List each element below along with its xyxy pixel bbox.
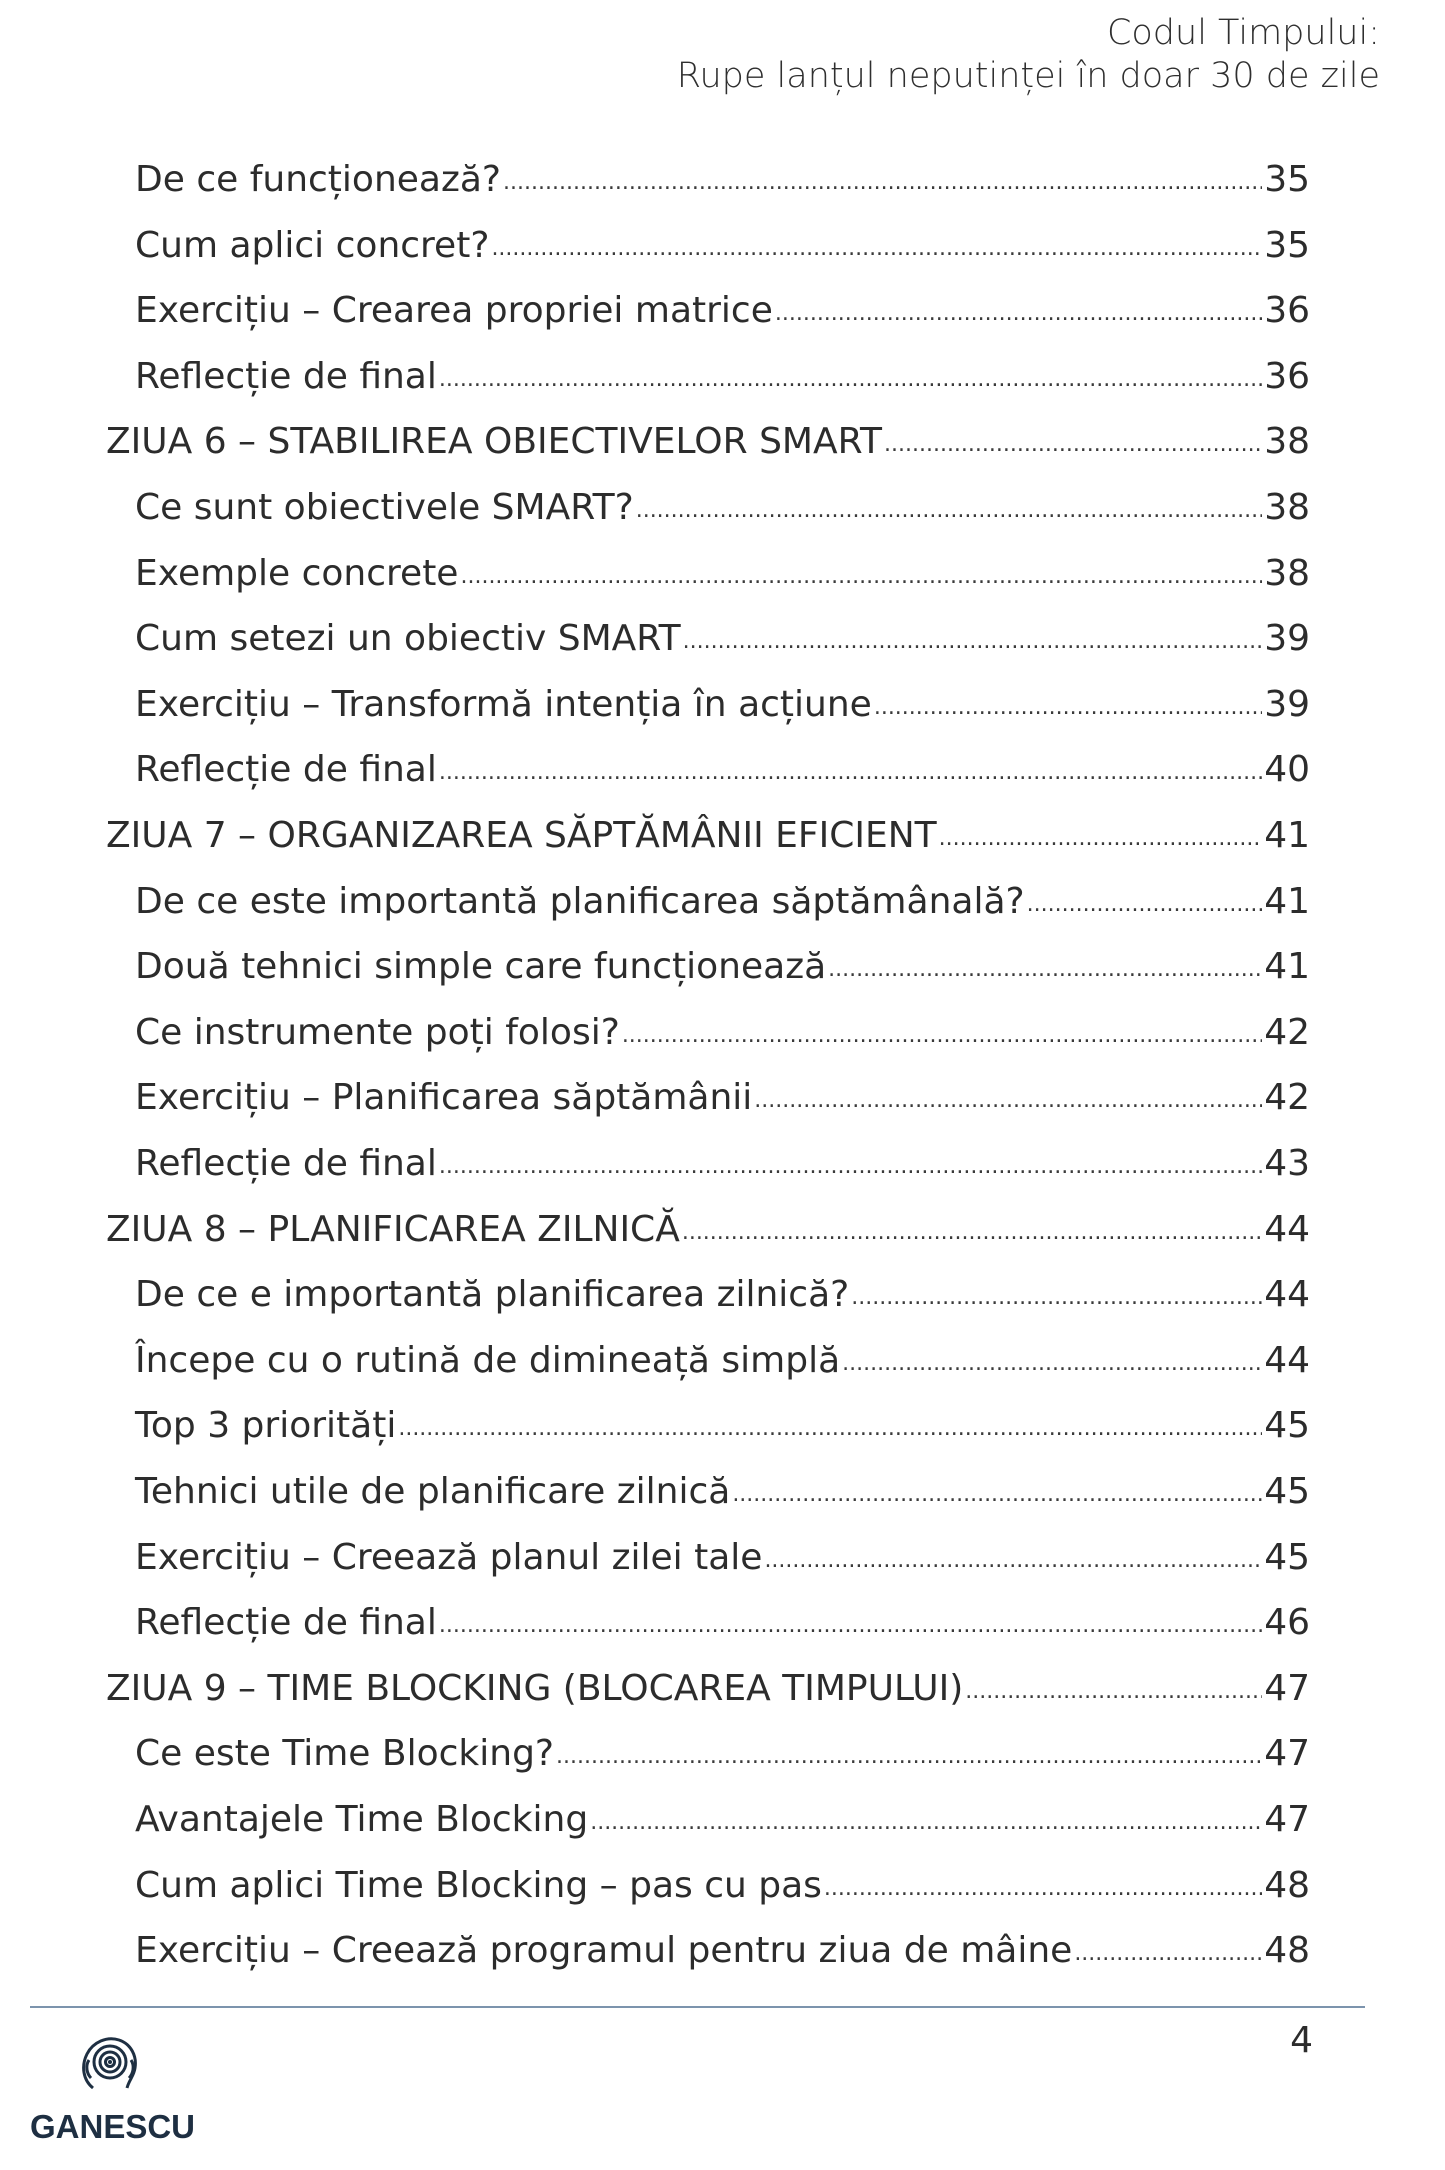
toc-section-entry[interactable] (135, 216, 1310, 276)
toc-section-entry[interactable] (135, 1265, 1310, 1325)
toc-entry-title: Top 3 priorități (135, 1405, 397, 1447)
toc-entry-title: Exercițiu – Creează planul zilei tale (135, 1536, 763, 1578)
toc-entry-page: 45 (1264, 1471, 1310, 1512)
toc-entry-page: 41 (1264, 880, 1310, 922)
toc-entry-page: 36 (1264, 355, 1310, 397)
toc-entry-page: 38 (1264, 421, 1310, 463)
toc-entry-title: Exercițiu – Transformă intenția în acțiune (135, 683, 872, 725)
toc-entry-page: 36 (1264, 290, 1310, 332)
toc-dot-leader (824, 1859, 1262, 1919)
toc-dot-leader (939, 809, 1263, 869)
toc-entry-page: 48 (1264, 1930, 1310, 1972)
toc-entry-page: 41 (1264, 815, 1310, 856)
toc-section-entry[interactable] (135, 1003, 1310, 1063)
toc-entry-page: 38 (1264, 552, 1310, 594)
toc-section-entry[interactable] (135, 740, 1310, 800)
toc-section-entry[interactable] (135, 1331, 1310, 1391)
toc-entry-page: 44 (1264, 1274, 1310, 1316)
toc-dot-leader (842, 1334, 1262, 1394)
toc-dot-leader (683, 612, 1263, 672)
toc-entry-title: Reflecție de final (135, 1602, 437, 1644)
toc-chapter-entry[interactable] (106, 1200, 1310, 1260)
toc-section-entry[interactable] (135, 872, 1310, 932)
toc-dot-leader (874, 678, 1262, 738)
header-book-subtitle: Rupe lanțul neputinței în doar 30 de zile (676, 56, 1380, 96)
toc-entry-page: 47 (1264, 1733, 1310, 1775)
toc-entry-page: 48 (1264, 1864, 1310, 1906)
toc-entry-title: ZIUA 6 – STABILIREA OBIECTIVELOR SMART (106, 421, 882, 463)
toc-dot-leader (491, 219, 1262, 279)
toc-entry-page: 40 (1264, 749, 1310, 791)
toc-dot-leader (439, 1596, 1262, 1656)
toc-section-entry[interactable] (135, 937, 1310, 997)
publisher-logo (30, 2030, 196, 2150)
toc-entry-title: Ce instrumente poți folosi? (135, 1011, 620, 1053)
toc-entry-page: 47 (1264, 1667, 1310, 1709)
toc-chapter-entry[interactable] (106, 806, 1310, 866)
header-book-title: Codul Timpului: (1106, 13, 1380, 53)
toc-entry-title: ZIUA 7 – ORGANIZAREA SĂPTĂMÂNII EFICIENT (106, 815, 937, 856)
toc-section-entry[interactable] (135, 1134, 1310, 1194)
toc-dot-leader (460, 547, 1262, 607)
toc-section-entry[interactable] (135, 1396, 1310, 1456)
toc-dot-leader (775, 284, 1262, 344)
toc-section-entry[interactable] (135, 150, 1310, 210)
toc-entry-page: 39 (1264, 618, 1310, 660)
toc-section-entry[interactable] (135, 1528, 1310, 1588)
toc-dot-leader (590, 1793, 1262, 1853)
toc-section-entry[interactable] (135, 675, 1310, 735)
toc-dot-leader (764, 1531, 1262, 1591)
toc-entry-page: 42 (1264, 1077, 1310, 1119)
toc-section-entry[interactable] (135, 1921, 1310, 1981)
toc-entry-page: 47 (1264, 1799, 1310, 1840)
toc-dot-leader (682, 1203, 1262, 1263)
toc-entry-title: Exercițiu – Creează programul pentru ziua de mâine (135, 1930, 1073, 1972)
footer-divider (30, 2006, 1365, 2008)
toc-section-entry[interactable] (135, 478, 1310, 538)
toc-entry-title: Începe cu o rutină de dimineață simplă (135, 1339, 841, 1381)
toc-entry-page: 35 (1264, 224, 1310, 266)
toc-entry-page: 44 (1264, 1208, 1310, 1250)
toc-dot-leader (754, 1071, 1262, 1131)
toc-dot-leader (1074, 1924, 1262, 1984)
toc-dot-leader (732, 1465, 1262, 1525)
toc-section-entry[interactable] (135, 1462, 1310, 1522)
head-spiral-icon (75, 2030, 145, 2100)
toc-dot-leader (439, 743, 1262, 803)
publisher-name: GANESCU (30, 2108, 196, 2145)
toc-dot-leader (556, 1727, 1262, 1787)
toc-entry-title: Două tehnici simple care funcționează (135, 946, 827, 988)
toc-section-entry[interactable] (135, 544, 1310, 604)
toc-section-entry[interactable] (135, 1593, 1310, 1653)
toc-entry-title: Exercițiu – Planificarea săptămânii (135, 1077, 753, 1119)
toc-dot-leader (1027, 875, 1263, 935)
toc-entry-page: 45 (1264, 1536, 1310, 1578)
toc-entry-title: Ce este Time Blocking? (135, 1733, 555, 1775)
toc-dot-leader (965, 1662, 1262, 1722)
toc-section-entry[interactable] (135, 609, 1310, 669)
toc-entry-page: 46 (1264, 1602, 1310, 1644)
toc-section-entry[interactable] (135, 281, 1310, 341)
toc-dot-leader (503, 153, 1262, 213)
toc-dot-leader (622, 1006, 1262, 1066)
toc-entry-title: Cum setezi un obiectiv SMART (135, 618, 681, 660)
toc-entry-page: 35 (1264, 159, 1310, 200)
toc-entry-page: 45 (1264, 1405, 1310, 1447)
toc-entry-title: Reflecție de final (135, 749, 437, 791)
toc-entry-title: Reflecție de final (135, 355, 437, 397)
toc-entry-title: Tehnici utile de planificare zilnică (135, 1471, 731, 1512)
toc-section-entry[interactable] (135, 347, 1310, 407)
toc-entry-title: Exemple concrete (135, 552, 459, 594)
toc-section-entry[interactable] (135, 1068, 1310, 1128)
toc-entry-title: Cum aplici concret? (135, 224, 490, 266)
toc-entry-title: Cum aplici Time Blocking – pas cu pas (135, 1864, 822, 1906)
toc-section-entry[interactable] (135, 1856, 1310, 1916)
toc-entry-title: Avantajele Time Blocking (135, 1799, 589, 1840)
toc-entry-title: ZIUA 8 – PLANIFICAREA ZILNICĂ (106, 1208, 680, 1250)
toc-section-entry[interactable] (135, 1724, 1310, 1784)
toc-section-entry[interactable] (135, 1790, 1310, 1850)
toc-entry-title: ZIUA 9 – TIME BLOCKING (BLOCAREA TIMPULUI) (106, 1667, 964, 1709)
toc-entry-page: 42 (1264, 1011, 1310, 1053)
toc-entry-page: 38 (1264, 487, 1310, 528)
toc-dot-leader (398, 1399, 1262, 1459)
toc-dot-leader (884, 415, 1262, 475)
toc-dot-leader (851, 1268, 1262, 1328)
toc-entry-title: De ce este importantă planificarea săptămânală? (135, 880, 1025, 922)
running-header (677, 12, 1380, 98)
toc-dot-leader (439, 350, 1262, 410)
toc-entry-page: 41 (1264, 946, 1310, 988)
toc-entry-title: Exercițiu – Crearea propriei matrice (135, 290, 773, 332)
toc-entry-page: 43 (1264, 1143, 1310, 1184)
toc-dot-leader (636, 481, 1262, 541)
toc-dot-leader (439, 1137, 1262, 1197)
toc-entry-page: 39 (1264, 683, 1310, 725)
page-number: 4 (1290, 2020, 1313, 2061)
toc-chapter-entry[interactable] (106, 412, 1310, 472)
toc-entry-title: De ce funcționează? (135, 159, 502, 200)
toc-dot-leader (828, 940, 1262, 1000)
toc-entry-title: De ce e importantă planificarea zilnică? (135, 1274, 850, 1316)
toc-entry-page: 44 (1264, 1339, 1310, 1381)
toc-entry-title: Ce sunt obiectivele SMART? (135, 487, 634, 528)
toc-chapter-entry[interactable] (106, 1659, 1310, 1719)
toc-entry-title: Reflecție de final (135, 1143, 437, 1184)
